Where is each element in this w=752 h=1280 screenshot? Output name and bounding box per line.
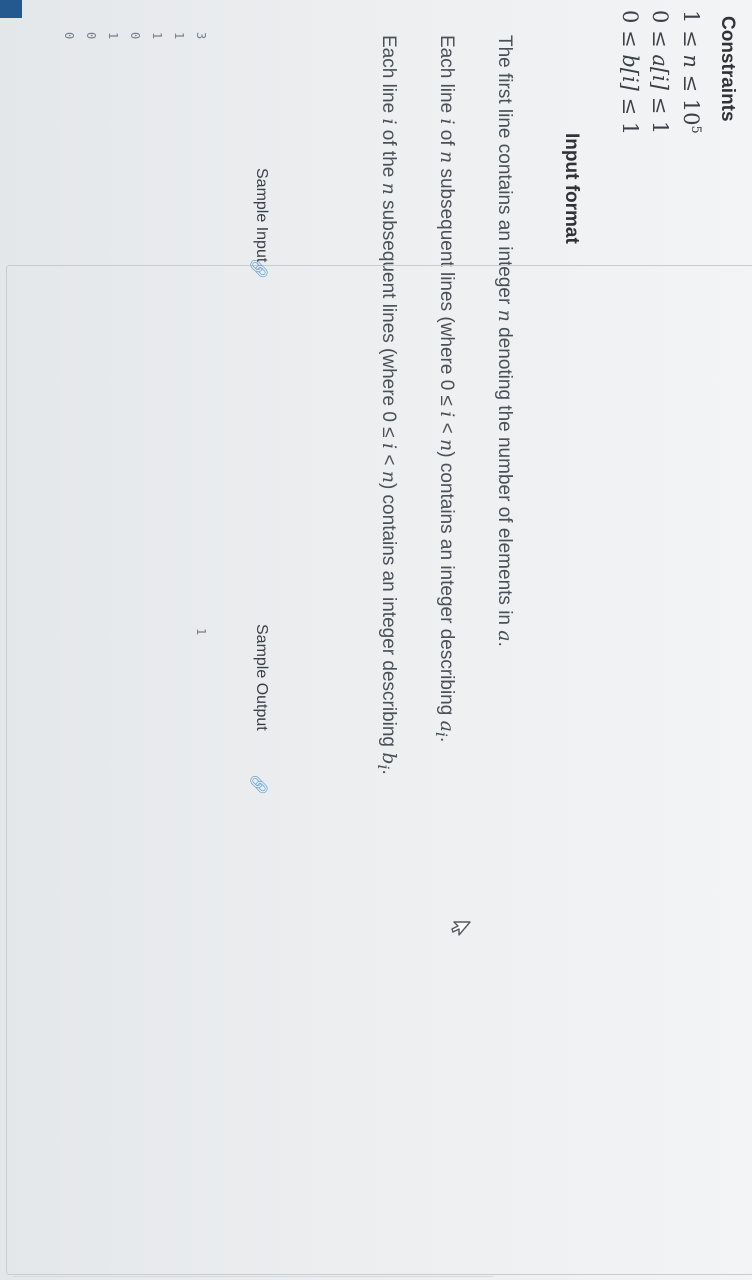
constraint-b: 0 ≤ b[i] ≤ 1 [618,10,642,136]
taskbar-corner [0,0,22,18]
sample-io-panel [6,265,752,1275]
sample-input-label: Sample Input [253,168,270,263]
input-format-line-1: The first line contains an integer n denoting the number of elements in a. [494,35,516,647]
mouse-cursor-icon [450,918,472,940]
input-format-line-2: Each line i of n subsequent lines (where 0 ≤ i < n) contains an integer describing $a_i$. [432,35,458,743]
sample-output-label: Sample Output [253,624,270,731]
sample-io-divider [13,1276,493,1277]
sample-output-link-icon[interactable]: 🔗︎ [249,774,268,796]
sample-output-values: 1 [194,628,208,636]
constraint-n: $1 \le n \le 10^5$ [679,10,703,134]
sample-input-link-icon[interactable]: 🔗︎ [249,258,268,280]
constraint-a: 0 ≤ a[i] ≤ 1 [648,10,672,135]
sample-input-values: 3 1 1 0 1 0 0 [62,32,208,40]
input-format-heading: Input format [561,133,582,244]
constraints-heading: Constraints [717,16,738,122]
input-format-line-3: Each line i of the n subsequent lines (where 0 ≤ i < n) contains an integer describing $b_i$. [374,35,400,775]
